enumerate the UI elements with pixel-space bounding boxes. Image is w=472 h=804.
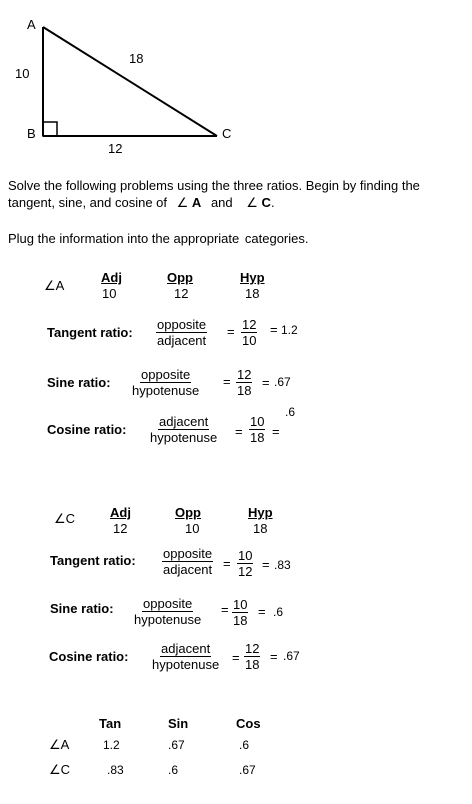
side-ac-line [43, 27, 217, 136]
instruction-plug [8, 231, 308, 246]
summary-row-a-tan: 1.2 [103, 738, 120, 752]
summary-row-a-cos: .6 [239, 738, 250, 752]
section-c-opp-value: 10 [185, 521, 200, 536]
section-a-adj-header: Adj [101, 270, 122, 285]
angle-icon: ∠ [49, 762, 61, 777]
section-c-cosine-number-fraction: $\frac{12}{18}$ [245, 641, 260, 672]
angle-icon: ∠ [49, 737, 61, 752]
section-c-adj-header: Adj [110, 505, 131, 520]
instruction-line-1: Solve the following problems using the three ratios. Begin by finding the [8, 178, 420, 193]
equals-sign: = [262, 375, 270, 390]
summary-row-c-sin: .6 [168, 763, 179, 777]
equals-sign: = [262, 557, 270, 572]
side-ab-label: 10 [15, 66, 30, 81]
section-a-opp-value: 12 [174, 286, 189, 301]
instruction-angle-c: C [261, 195, 271, 210]
instruction-and: and [210, 195, 233, 210]
section-a-cosine-result: .6 [285, 405, 296, 419]
section-c-cosine-word-fraction: adjacent hypotenuse [152, 641, 220, 672]
vertex-c-label: C [222, 126, 232, 141]
instruction-prefix: tangent, sine, and cosine of [8, 195, 168, 210]
instruction-period: . [270, 195, 275, 210]
summary-row-c-cos: .67 [239, 763, 256, 777]
summary-row-c-tan: .83 [107, 763, 124, 777]
section-a-tangent-number-fraction: $\frac{12}{10}$ [242, 317, 257, 348]
equals-sign: = [223, 374, 231, 389]
equals-sign: = [221, 602, 229, 617]
section-c-sine-result: .6 [273, 605, 284, 619]
section-c-tangent-result: .83 [274, 558, 291, 572]
summary-row-a-angle: ∠A [49, 737, 70, 752]
section-c-sine-label: Sine ratio: [50, 601, 114, 616]
angle-icon: ∠ [176, 195, 189, 210]
equals-sign: = [232, 650, 240, 665]
section-c-cosine-label: Cosine ratio: [49, 649, 129, 664]
equals-sign: = [270, 322, 278, 337]
right-triangle-diagram [0, 0, 472, 160]
section-c-angle: ∠C [54, 511, 76, 526]
side-ac-label: 18 [129, 51, 144, 66]
summary-tan-header: Tan [99, 716, 122, 731]
vertex-b-label: B [27, 126, 36, 141]
section-a-tangent-result: 1.2 [281, 323, 298, 337]
side-bc-label: 12 [108, 141, 123, 156]
equals-sign: = [223, 556, 231, 571]
categories-text: categories. [244, 231, 309, 246]
section-a-opp-header: Opp [167, 270, 193, 285]
section-a-sine-word-fraction: opposite hypotenuse [132, 367, 200, 398]
section-c-hyp-header: Hyp [248, 505, 273, 520]
section-a-hyp-header: Hyp [240, 270, 265, 285]
summary-sin-header: Sin [168, 716, 189, 731]
equals-sign: = [272, 424, 280, 439]
equals-sign: = [258, 604, 266, 619]
section-c-sine-number-fraction: $\frac{10}{18}$ [233, 597, 248, 628]
instruction-angle-a: A [191, 195, 202, 210]
section-a-sine-result: .67 [274, 375, 291, 389]
section-a-adj-value: 10 [102, 286, 117, 301]
section-a-cosine-number-fraction: $\frac{10}{18}$ [250, 414, 265, 445]
vertex-a-label: A [27, 17, 36, 32]
plug-text: Plug the information into the appropriate [8, 231, 240, 246]
equals-sign: = [227, 324, 235, 339]
section-c-hyp-value: 18 [253, 521, 268, 536]
section-a-angle: ∠A [44, 278, 65, 293]
summary-row-a-sin: .67 [168, 738, 185, 752]
right-angle-marker [43, 122, 57, 136]
section-c-sine-word-fraction: opposite hypotenuse [134, 596, 202, 627]
section-a-sine-label: Sine ratio: [47, 375, 111, 390]
section-c-tangent-word-fraction: opposite adjacent [163, 546, 213, 577]
section-c-adj-value: 12 [113, 521, 128, 536]
summary-row-c-angle: ∠C [49, 762, 71, 777]
section-c-tangent-number-fraction: $\frac{10}{12}$ [238, 548, 253, 579]
equals-sign: = [235, 424, 243, 439]
section-c-cosine-result: .67 [283, 649, 300, 663]
equals-sign: = [270, 649, 278, 664]
section-c-tangent-label: Tangent ratio: [50, 553, 136, 568]
section-a-cosine-word-fraction: adjacent hypotenuse [150, 414, 218, 445]
instruction-line-2 [8, 195, 275, 211]
section-a-hyp-value: 18 [245, 286, 260, 301]
summary-cos-header: Cos [236, 716, 261, 731]
angle-icon: ∠ [246, 195, 258, 210]
section-a-tangent-label: Tangent ratio: [47, 325, 133, 340]
angle-icon: ∠ [44, 278, 56, 293]
section-a-sine-number-fraction: $\frac{12}{18}$ [237, 367, 252, 398]
section-c-opp-header: Opp [175, 505, 201, 520]
angle-icon: ∠ [54, 511, 66, 526]
section-a-cosine-label: Cosine ratio: [47, 422, 127, 437]
section-a-tangent-word-fraction: opposite adjacent [157, 317, 207, 348]
